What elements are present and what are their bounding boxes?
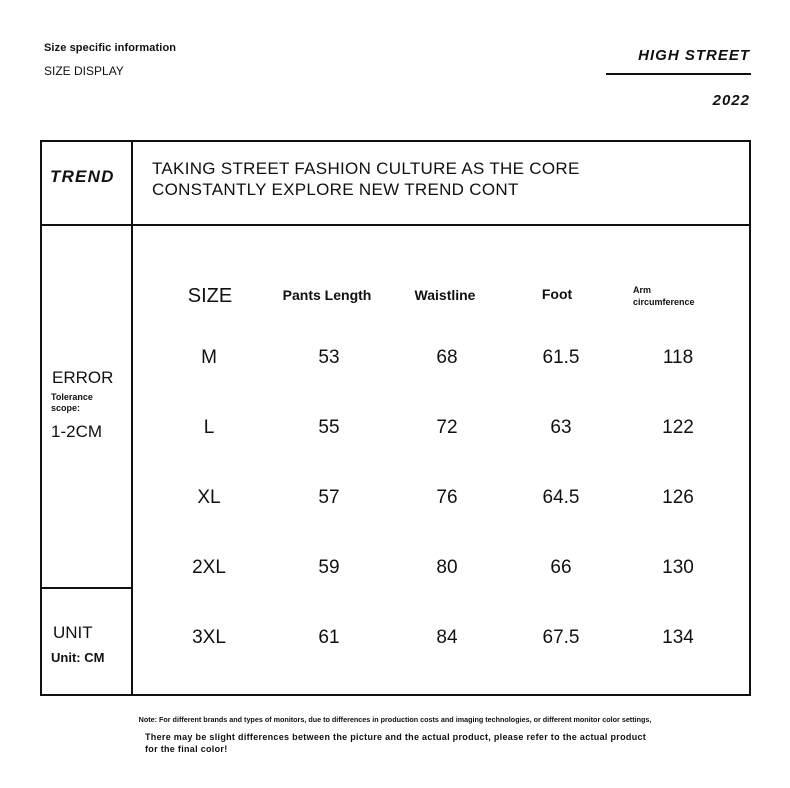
cell-size: 2XL (192, 557, 226, 578)
banner-divider (40, 224, 751, 226)
cell-pants-length: 53 (318, 347, 340, 368)
tolerance-label-line-1: Tolerance (51, 392, 93, 402)
cell-size: XL (197, 487, 221, 508)
cell-pants-length: 55 (318, 417, 340, 438)
cell-foot: 61.5 (542, 347, 580, 368)
header-arm-line-2: circumference (633, 297, 695, 307)
slogan-line-1: TAKING STREET FASHION CULTURE AS THE CORE (152, 159, 580, 178)
size-display-title: SIZE DISPLAY (44, 64, 124, 78)
footer-disclaimer-line-1: There may be slight differences between the picture and the actual product, please refer to the actual product (145, 732, 647, 742)
cell-waistline: 68 (436, 347, 458, 368)
header-arm-line-1: Arm (633, 285, 652, 295)
unit-value: Unit: CM (51, 650, 105, 665)
tolerance-label-line-2: scope: (51, 403, 81, 413)
brand-label: HIGH STREET (638, 47, 750, 64)
tolerance-value: 1-2CM (51, 422, 103, 441)
footer-disclaimer (145, 731, 646, 755)
cell-pants-length: 57 (318, 487, 340, 508)
cell-pants-length: 61 (318, 627, 340, 648)
cell-size: L (203, 417, 215, 438)
cell-foot: 67.5 (542, 627, 580, 648)
header-arm-circumference (633, 284, 695, 308)
cell-arm: 130 (662, 557, 694, 578)
slogan-line-2: CONSTANTLY EXPLORE NEW TREND CONT (152, 180, 519, 199)
year-label: 2022 (712, 92, 750, 109)
cell-size: M (201, 347, 217, 368)
cell-pants-length: 59 (318, 557, 340, 578)
cell-arm: 122 (662, 417, 694, 438)
footer-disclaimer-line-2: for the final color! (145, 744, 228, 754)
cell-foot: 63 (550, 417, 572, 438)
info-title: Size specific information (44, 42, 177, 54)
cell-foot: 64.5 (542, 487, 580, 508)
header-pants-length: Pants Length (282, 287, 372, 303)
tolerance-label (51, 392, 93, 414)
cell-size: 3XL (192, 627, 226, 648)
cell-arm: 126 (662, 487, 694, 508)
cell-waistline: 76 (436, 487, 458, 508)
error-title: ERROR (52, 368, 114, 387)
header-foot: Foot (541, 286, 573, 302)
cell-waistline: 72 (436, 417, 458, 438)
cell-arm: 118 (662, 347, 694, 368)
slogan (152, 158, 580, 200)
cell-waistline: 84 (436, 627, 458, 648)
header-size: SIZE (187, 285, 233, 307)
cell-foot: 66 (550, 557, 572, 578)
cell-waistline: 80 (436, 557, 458, 578)
cell-arm: 134 (662, 627, 694, 648)
header-waistline: Waistline (414, 287, 476, 303)
brand-underline (606, 73, 751, 75)
unit-title: UNIT (53, 623, 93, 642)
trend-tag: TREND (50, 167, 115, 186)
sidebar-divider (40, 587, 133, 589)
footer-note: Note: For different brands and types of monitors, due to differences in production costs and imaging technologies, or different monitor color settings, (138, 715, 652, 724)
